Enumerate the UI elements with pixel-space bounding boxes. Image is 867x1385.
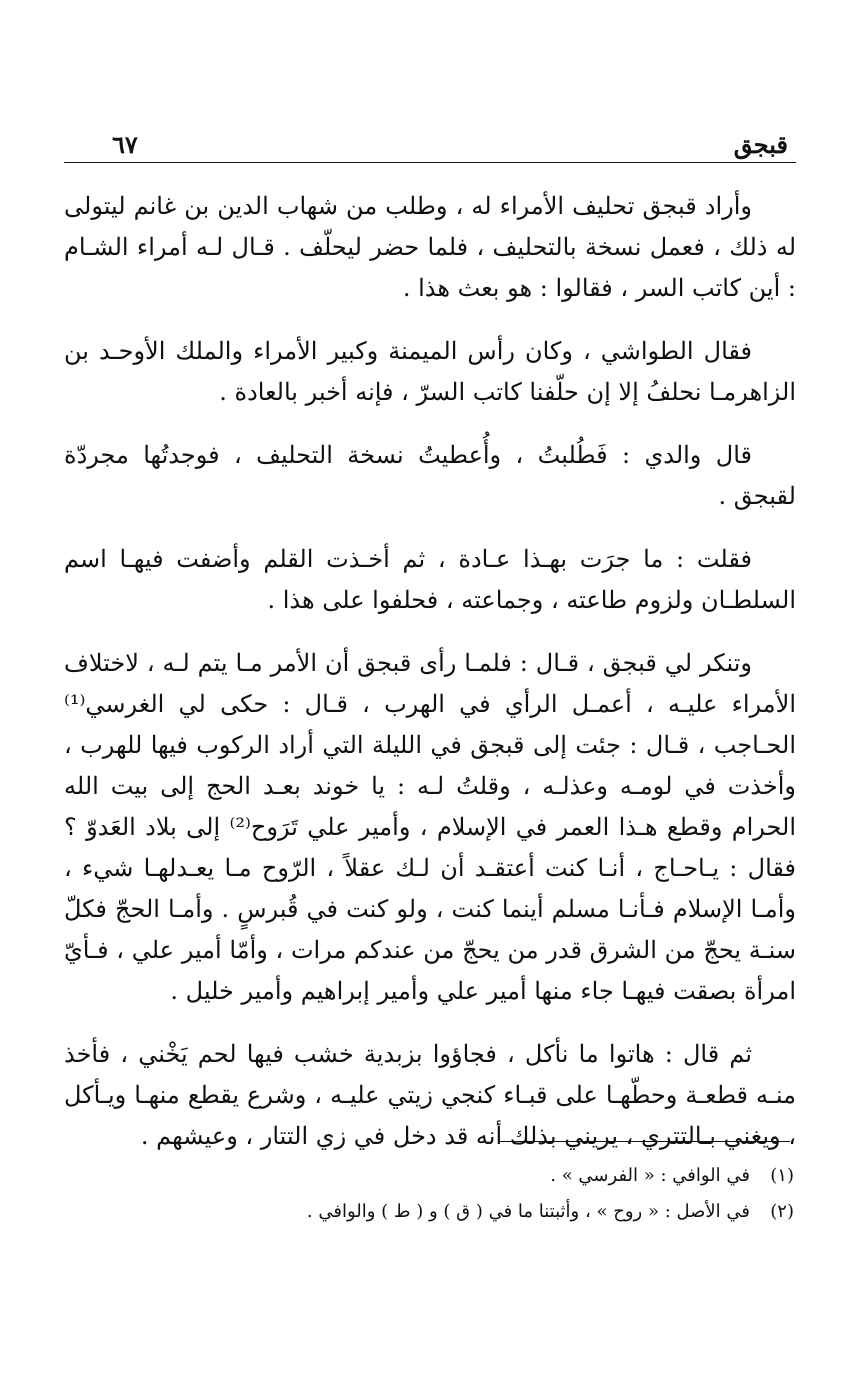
footnote-separator (498, 1141, 790, 1142)
footnote-marker: (٢) (770, 1201, 794, 1222)
paragraph: قال والدي : فَطُلبتُ ، وأُعطيتُ نسخة التحليف ، فوجدتُها مجردّة لقبجق . (64, 441, 796, 510)
paragraph: وأراد قبجق تحليف الأمراء له ، وطلب من شهاب الدين بن غانم ليتولى له ذلك ، فعمل نسخة بالتحليف ، فلما حضر ليحلّف . قـال لـه أمراء الشـام : أين كاتب السر ، فقالوا : هو بعث هذا . (64, 192, 797, 302)
paragraph: فقلت : ما جرَت بهـذا عـادة ، ثم أخـذت القلم وأضفت فيهـا اسم السلطـان ولزوم طاعته ، وجماعته ، فحلفوا على هذا . (64, 545, 796, 614)
main-text (64, 186, 796, 1179)
footnote-1 (64, 1158, 794, 1194)
footnote-text: في الأصل : « روح » ، وأثبتنا ما في ( ق ) و ( ط ) والوافي . (306, 1201, 750, 1222)
running-title: قبجق (733, 130, 788, 159)
footnote-2 (64, 1194, 794, 1230)
paragraph: ثم قال : هاتوا ما نأكل ، فجاؤوا بزبدية خشب فيها لحم يَخْني ، فأخذ منـه قطعـة وحطّهـا على قبـاء كنجي زيتي عليـه ، وشرع يقطع منهـا ويـأكل ، ويغني بـالتتري ، يريني بذلك أنه قد دخل في زي التتار ، وعيشهم . (64, 1040, 796, 1150)
page-number: ٦٧ (112, 130, 138, 159)
footnote-text: في الوافي : « الفرسي » . (550, 1165, 750, 1186)
footnotes (64, 1158, 794, 1230)
paragraph: فقال الطواشي ، وكان رأس الميمنة وكبير الأمراء والملك الأوحـد بن الزاهرمـا نحلفُ إلا إن حلّفنا كاتب السرّ ، فإنه أخبر بالعادة . (64, 337, 796, 406)
footnote-marker: (١) (770, 1165, 794, 1186)
page-header (64, 128, 796, 162)
header-rule (64, 162, 796, 163)
paragraph: وتنكر لي قبجق ، قـال : فلمـا رأى قبجق أن الأمر مـا يتم لـه ، لاختلاف الأمراء عليـه ، أعمـل الرأي في الهرب ، قـال : حكى لي الغرسي⁽¹⁾ الحـاجب ، قـال : جئت إلى قبجق في الليلة التي أراد الركوب فيها للهرب ، وأخذت في لومـه وعذلـه ، وقلتُ لـه : يا خوند بعـد الحج إلى بيت الله الحرام وقطع هـذا العمر في الإسلام ، وأمير علي تَرَوح⁽²⁾ إلى بلاد العَدوّ ؟ فقال : يـاحـاج ، أنـا كنت أعتقـد أن لـك عقلاً ، الرّوح مـا يعـدلهـا شيء ، وأمـا الإسلام فـأنـا مسلم أينما كنت ، ولو كنت في قُبرسٍ . وأمـا الحجّ فكلّ سنـة يحجّ من الشرق قدر من يحجّ من عندكم مرات ، وأمّا أمير علي ، فـأيّ امرأة بصقت فيهـا جاء منها أمير علي وأمير إبراهيم وأمير خليل . (64, 649, 796, 1005)
